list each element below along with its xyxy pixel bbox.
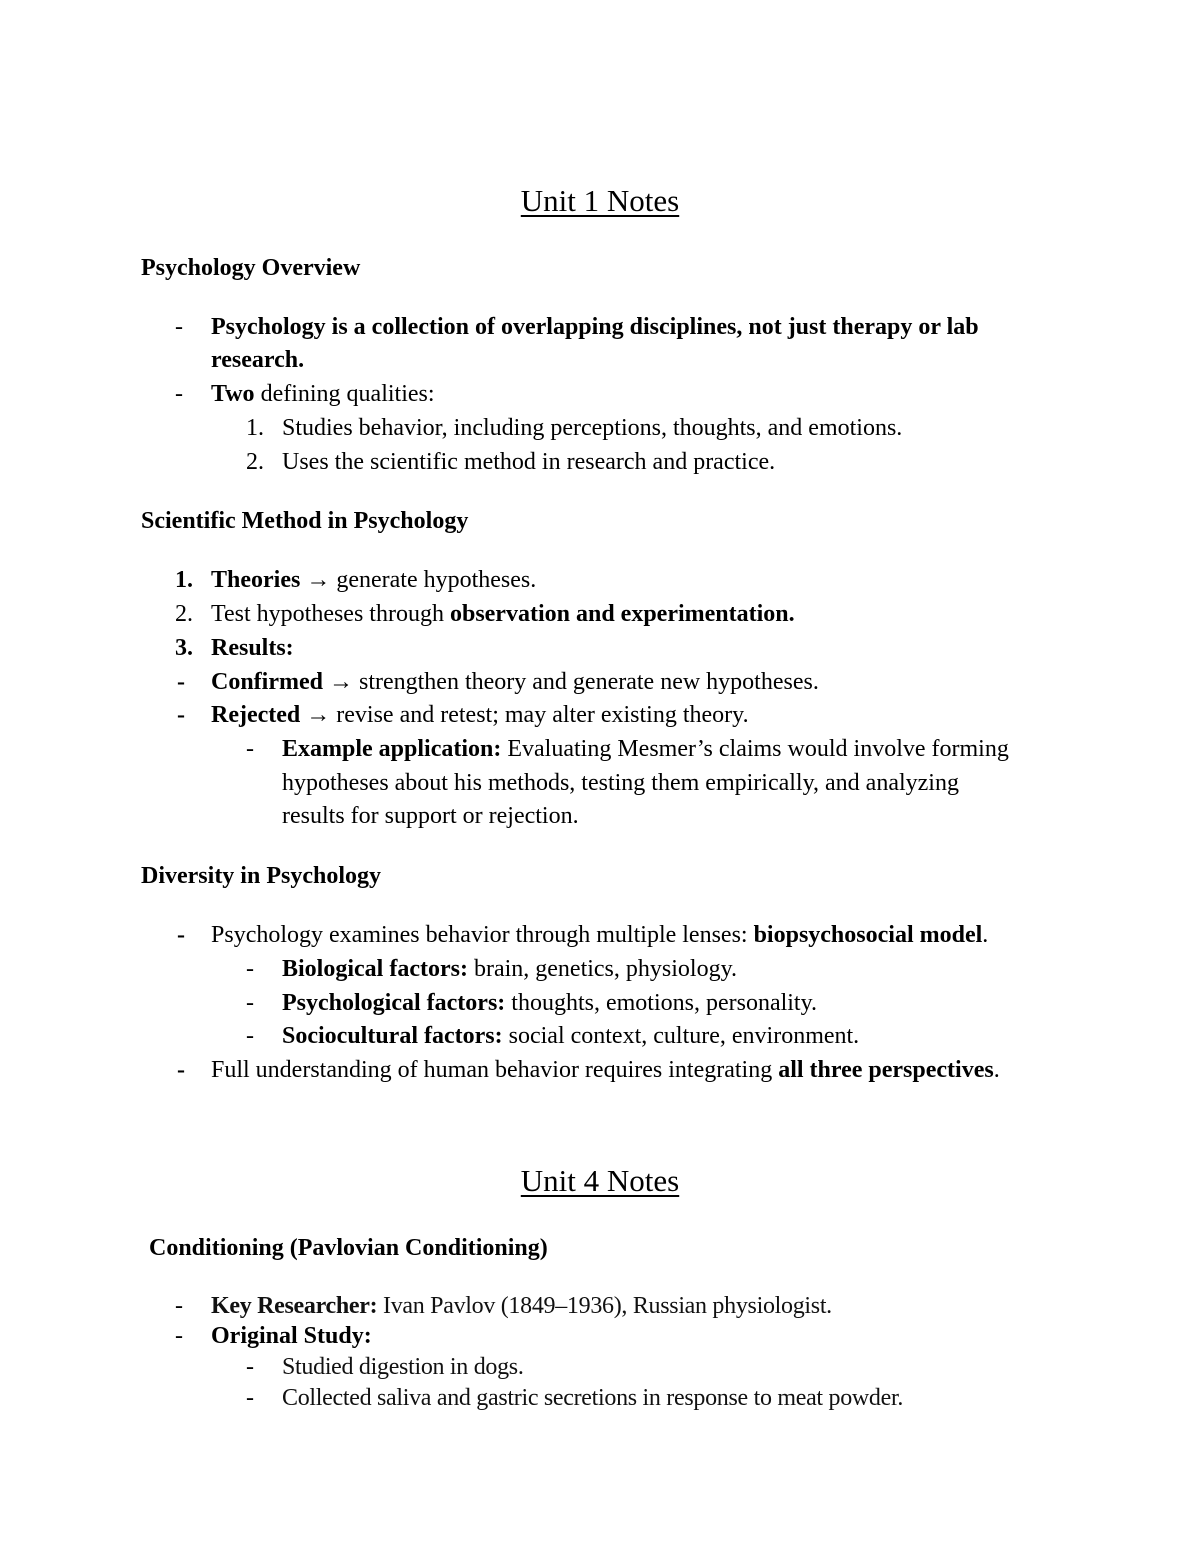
biological-factors-text: brain, genetics, physiology. [467,956,738,982]
bullet-dash: - [246,956,254,982]
bullet-dash: - [175,381,183,407]
biological-factors-bold: Biological factors: [282,956,468,982]
diversity-item-2 [211,1054,1000,1088]
diversity-item-1 [211,919,988,953]
diversity-item-1-text: Psychology examines behavior through multiple lenses: [211,922,754,948]
bullet-dash: - [177,1057,185,1083]
method-step-3-bold: Results: [211,635,294,661]
bullet-dash: - [175,1293,183,1319]
result-rejected-bold: Rejected [211,702,301,728]
bullet-dash: - [246,1385,254,1411]
diversity-item-2-bold: all three perspectives [778,1057,994,1083]
scientific-method-heading: Scientific Method in Psychology [141,508,469,534]
key-researcher [211,1290,832,1324]
method-step-2-text: Test hypotheses through [211,601,450,627]
overview-item-2-text: defining qualities: [254,381,435,407]
example-application-text: Evaluating Mesmer’s claims would involve forming [501,736,1009,762]
overview-item-2-bold: Two [211,381,255,407]
example-application-line-3: results for support or rejection. [282,803,579,829]
conditioning-heading: Conditioning (Pavlovian Conditioning) [149,1235,548,1261]
diversity-heading: Diversity in Psychology [141,863,381,889]
example-application [282,733,1009,767]
bullet-dash: - [175,1323,183,1349]
number-marker: 2. [175,601,193,627]
bullet-dash: - [177,669,185,695]
sociocultural-factors-text: social context, culture, environment. [502,1023,860,1049]
psychological-factors-text: thoughts, emotions, personality. [505,990,818,1016]
bullet-dash: - [246,736,254,762]
result-confirmed-text: → strengthen theory and generate new hypotheses. [322,669,819,695]
original-study-item-2: Collected saliva and gastric secretions in response to meat powder. [282,1385,904,1411]
period: . [993,1057,1000,1083]
bullet-dash: - [177,702,185,728]
original-study-item-1: Studied digestion in dogs. [282,1354,524,1380]
result-confirmed [211,666,819,700]
method-step-2-bold: observation and experimentation. [449,601,795,627]
biological-factors [282,953,737,987]
overview-item-1-cont [211,344,304,378]
original-study [211,1320,372,1354]
method-step-1 [211,564,536,598]
sociocultural-factors [282,1020,859,1054]
method-step-1-bold: Theories [211,567,301,593]
period: . [982,922,989,948]
key-researcher-text: Ivan Pavlov (1849–1936), Russian physiologist. [377,1293,832,1319]
number-marker: 1. [246,415,264,441]
number-marker: 1. [175,567,193,593]
quality-1: Studies behavior, including perceptions, thoughts, and emotions. [282,415,903,441]
method-step-1-text: → generate hypotheses. [300,567,537,593]
overview-item-1-cont-text: research. [211,347,305,373]
original-study-bold: Original Study: [211,1323,372,1349]
result-confirmed-bold: Confirmed [211,669,323,695]
key-researcher-bold: Key Researcher: [211,1293,378,1319]
diversity-item-1-bold: biopsychosocial model [753,922,983,948]
bullet-dash: - [246,1023,254,1049]
bullet-dash: - [246,990,254,1016]
result-rejected-text: → revise and retest; may alter existing theory. [300,702,749,728]
method-step-3 [211,632,294,666]
psychological-factors [282,987,817,1021]
result-rejected [211,699,749,733]
overview-item-1-text: Psychology is a collection of overlapping disciplines, not just therapy or lab [211,314,979,340]
overview-item-2 [211,378,435,412]
unit-4-title: Unit 4 Notes [520,1163,680,1198]
bullet-dash: - [177,922,185,948]
psychological-factors-bold: Psychological factors: [282,990,506,1016]
number-marker: 2. [246,449,264,475]
sociocultural-factors-bold: Sociocultural factors: [282,1023,503,1049]
bullet-dash: - [175,314,183,340]
diversity-item-2-text: Full understanding of human behavior requires integrating [211,1057,779,1083]
example-application-line-2: hypotheses about his methods, testing them empirically, and analyzing [282,770,959,796]
example-application-bold: Example application: [282,736,502,762]
psychology-overview-heading: Psychology Overview [141,255,361,281]
unit-1-title: Unit 1 Notes [520,183,680,218]
method-step-2 [211,598,795,632]
number-marker: 3. [175,635,193,661]
quality-2: Uses the scientific method in research and practice. [282,449,776,475]
bullet-dash: - [246,1354,254,1380]
overview-item-1 [211,311,979,345]
